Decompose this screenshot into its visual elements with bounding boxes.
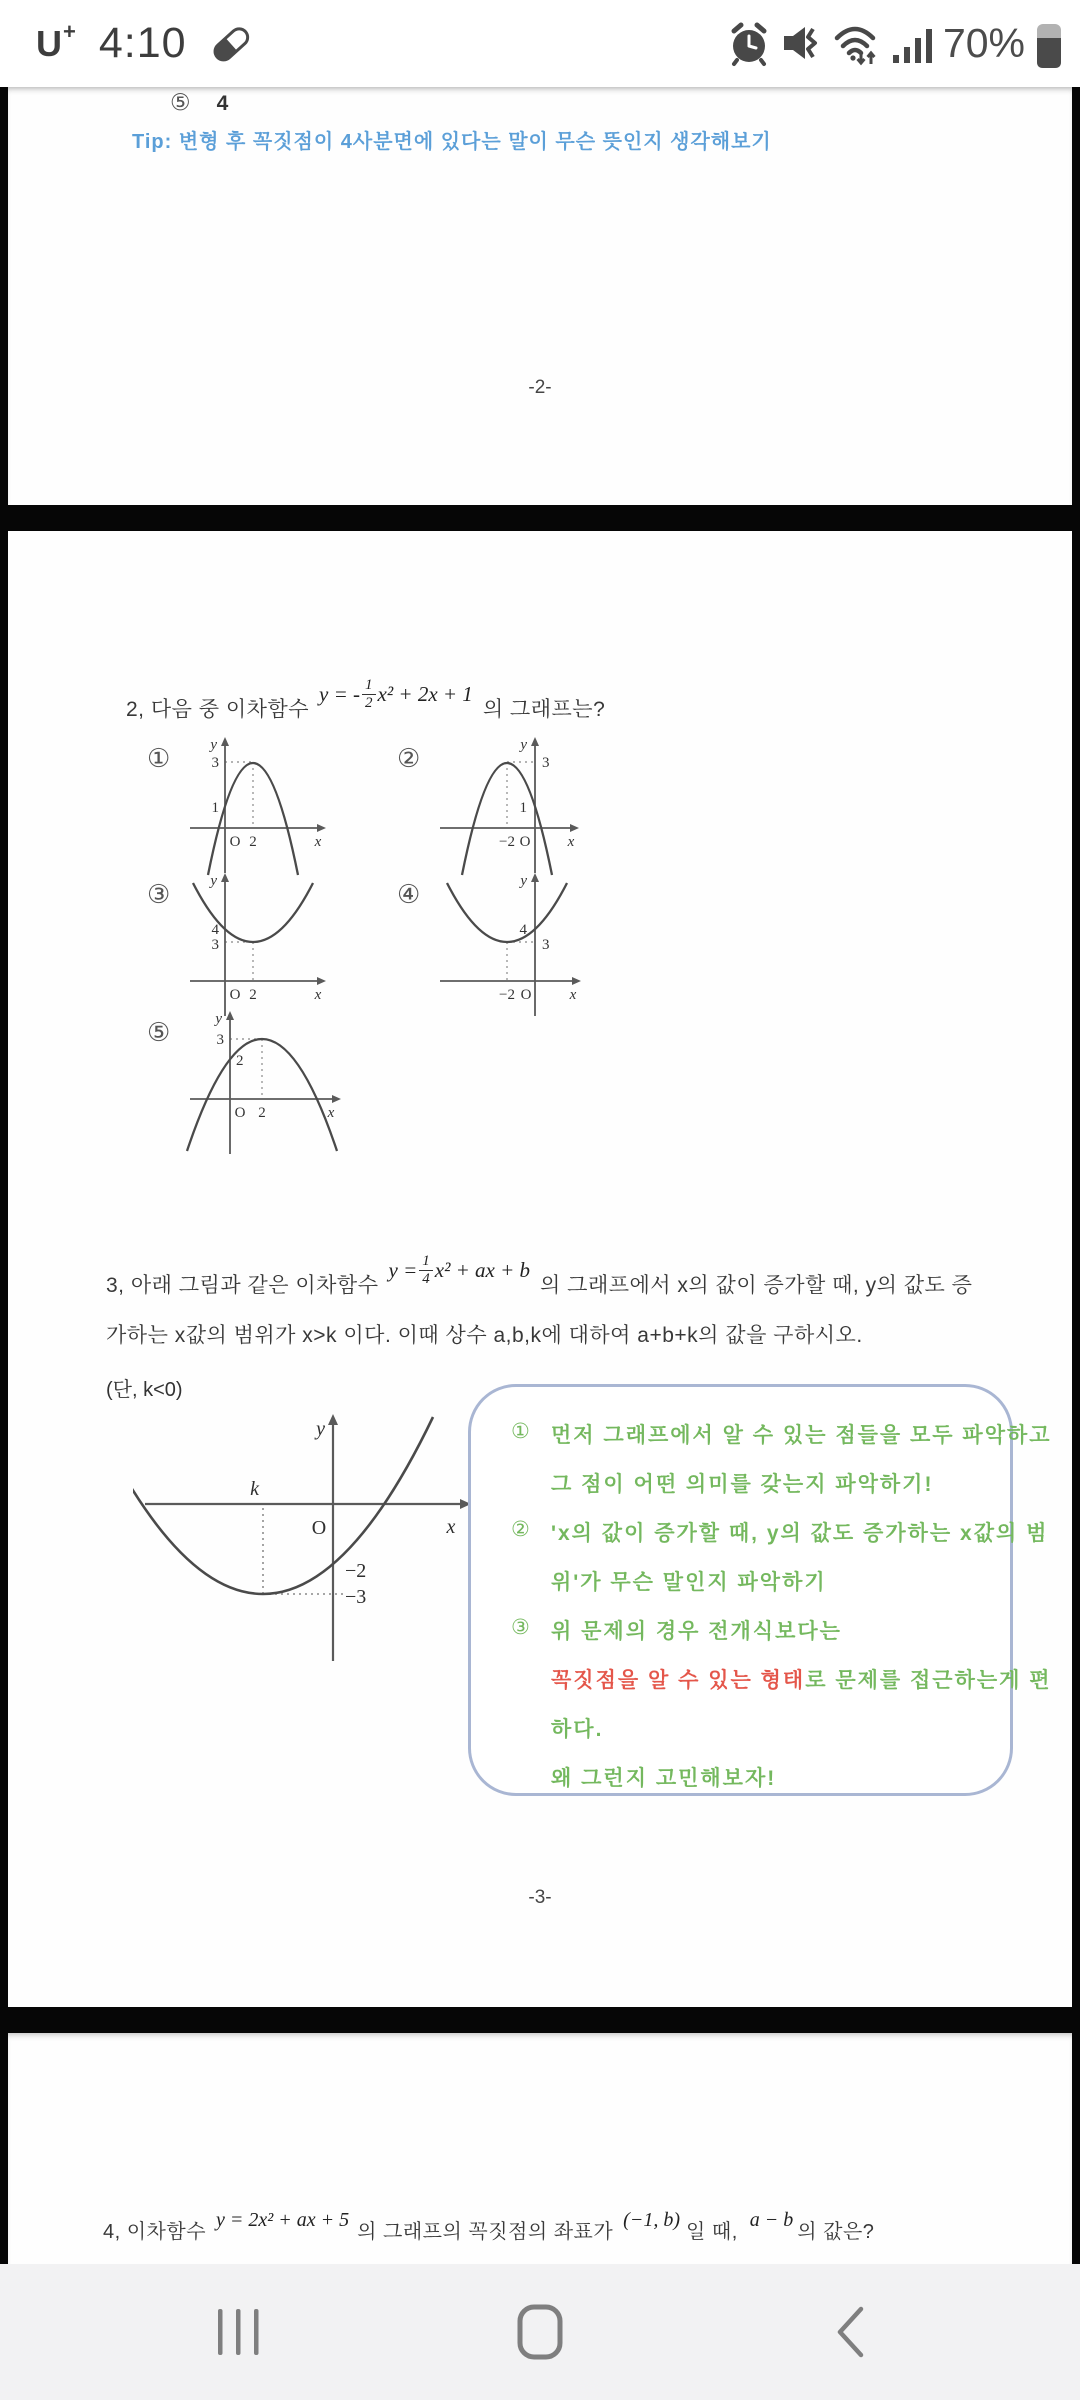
question-2-formula: y = - $\frac{1}{2}$ x² + 2x + 1 (319, 677, 473, 712)
question-4-suffix: 의 값은? (797, 2221, 875, 2243)
page-number-3: -3- (528, 1887, 552, 1908)
question-2-prefix: 2, 다음 중 이차함수 (126, 698, 310, 721)
pdf-page-3 (8, 531, 1072, 2007)
svg-text:3: 3 (542, 937, 550, 953)
question-4 (103, 2201, 874, 2244)
recents-icon (216, 2307, 260, 2357)
question-3-condition: (단, k<0) (106, 1379, 183, 1401)
svg-text:k: k (250, 1478, 259, 1500)
svg-text:2: 2 (236, 1053, 244, 1069)
svg-text:1: 1 (519, 800, 527, 816)
home-icon (517, 2304, 563, 2360)
hint-1-marker: ① (511, 1420, 530, 1443)
hint-box (468, 1384, 1052, 1796)
option-4-marker: ④ (397, 879, 421, 909)
svg-text:−2: −2 (499, 987, 515, 1003)
wifi-icon (831, 20, 883, 68)
hint-3-line1: 위 문제의 경우 전개식보다는 (551, 1620, 842, 1643)
question-4-formula: y = 2x² + ax + 5 (216, 2209, 350, 2231)
answer-choice-row (170, 89, 228, 116)
option-5-marker: ⑤ (147, 1017, 171, 1047)
svg-text:−2: −2 (345, 1560, 367, 1582)
hint-item-2 (511, 1517, 1049, 1547)
svg-text:y: y (520, 873, 527, 889)
svg-text:−2: −2 (499, 834, 515, 850)
hint-2-line1: 'x의 값이 증가할 때, y의 값도 증가하는 x값의 범 (551, 1522, 1049, 1545)
svg-text:x: x (567, 834, 575, 850)
question-3-line1 (106, 1253, 972, 1299)
hint-red-text: 꼭짓점을 알 수 있는 형태 (551, 1669, 806, 1692)
battery-icon (1034, 18, 1064, 70)
option-4-graph (430, 871, 585, 1021)
hint-1-line1: 먼저 그래프에서 알 수 있는 점들을 모두 파악하고 (551, 1424, 1052, 1447)
carrier-label: U+ (36, 18, 77, 64)
status-time: 4:10 (98, 19, 187, 67)
hint-item-3 (511, 1615, 984, 1645)
svg-text:x: x (446, 1516, 456, 1538)
svg-text:4: 4 (211, 922, 219, 938)
option-3-marker: ③ (147, 879, 171, 909)
svg-text:x: x (569, 987, 577, 1003)
svg-text:y: y (210, 873, 217, 889)
hint-2-marker: ② (511, 1518, 530, 1541)
svg-text:x: x (327, 1105, 335, 1121)
svg-text:1: 1 (211, 800, 219, 816)
status-bar-right (727, 0, 1064, 87)
svg-text:4: 4 (519, 922, 527, 938)
question-4-mid2: 일 때, (686, 2221, 738, 2243)
document-viewer[interactable] (0, 87, 1080, 2264)
option-5-graph (180, 1009, 350, 1159)
hint-item-3-cont2 (511, 1713, 984, 1743)
option-1-marker: ① (147, 743, 171, 773)
hint-closing-text: 왜 그런지 고민해보자! (551, 1767, 777, 1790)
option-2-graph (430, 733, 585, 883)
android-nav-bar (0, 2264, 1080, 2400)
svg-text:y: y (215, 1011, 222, 1027)
hint-2-line2: 위'가 무슨 말인지 파악하기 (551, 1571, 827, 1594)
hint-item-3-cont (511, 1664, 1052, 1694)
hint-item-1-cont (511, 1468, 984, 1498)
back-button[interactable] (790, 2264, 910, 2400)
question-3-line2: 가하는 x값의 범위가 x>k 이다. 이때 상수 a,b,k에 대하여 a+b+k의 값을 구하시오. (106, 1324, 863, 1347)
svg-text:2: 2 (249, 834, 257, 850)
svg-text:y: y (210, 737, 217, 753)
hint-closing (511, 1762, 984, 1792)
status-bar-left (36, 0, 253, 87)
recents-button[interactable] (178, 2264, 298, 2400)
svg-text:O: O (520, 987, 532, 1003)
option-2-marker: ② (397, 743, 421, 773)
back-icon (835, 2306, 865, 2358)
svg-text:O: O (234, 1105, 246, 1121)
svg-text:3: 3 (211, 937, 219, 953)
pdf-page-2 (8, 87, 1072, 505)
svg-text:x: x (314, 987, 322, 1003)
question-4-prefix: 4, 이차함수 (103, 2221, 207, 2243)
question-2 (126, 677, 605, 723)
svg-text:y: y (316, 1418, 325, 1440)
question-3-graph (133, 1409, 478, 1669)
alarm-icon (727, 21, 771, 67)
hint-3-line3: 하다. (551, 1718, 604, 1741)
svg-text:3: 3 (211, 755, 219, 771)
question-3-formula: y = $\frac{1}{4}$ x² + ax + b (388, 1253, 531, 1288)
svg-text:O: O (311, 1517, 327, 1539)
svg-text:O: O (229, 987, 241, 1003)
status-bar (0, 0, 1080, 87)
hint-item-1 (511, 1419, 1052, 1449)
svg-text:3: 3 (542, 755, 550, 771)
question-3-prefix: 3, 아래 그림과 같은 이차함수 (106, 1274, 379, 1297)
svg-text:O: O (229, 834, 241, 850)
page-number-2: -2- (528, 377, 552, 398)
home-button[interactable] (480, 2264, 600, 2400)
question-2-suffix: 의 그래프는? (482, 698, 606, 721)
choice-value: 4 (216, 92, 229, 115)
svg-text:2: 2 (249, 987, 257, 1003)
svg-text:3: 3 (216, 1032, 224, 1048)
question-4-expr: a − b (749, 2209, 794, 2231)
hint-3-line2: 꼭짓점을 알 수 있는 형태로 문제를 접근하는게 편 (551, 1669, 1052, 1692)
choice-marker: ⑤ (170, 89, 191, 115)
question-4-coord: (−1, b) (623, 2209, 680, 2231)
hint-3-marker: ③ (511, 1616, 530, 1639)
hint-item-2-cont (511, 1566, 984, 1596)
option-3-graph (180, 871, 335, 1021)
hint-1-line2: 그 점이 어떤 의미를 갖는지 파악하기! (551, 1473, 934, 1496)
battery-percent: 70% (942, 20, 1025, 66)
option-1-graph (180, 733, 335, 883)
question-4-mid: 의 그래프의 꼭짓점의 좌표가 (357, 2221, 614, 2243)
pill-icon (209, 22, 253, 66)
svg-text:−3: −3 (345, 1586, 367, 1608)
svg-text:2: 2 (258, 1105, 266, 1121)
tip-text: Tip: 변형 후 꼭짓점이 4사분면에 있다는 말이 무슨 뜻인지 생각해보기 (132, 131, 772, 153)
svg-text:y: y (520, 737, 527, 753)
pdf-page-4 (8, 2033, 1072, 2264)
mute-vibrate-icon (780, 21, 822, 67)
signal-icon (892, 21, 934, 67)
svg-text:x: x (314, 834, 322, 850)
svg-text:O: O (519, 834, 531, 850)
question-3-line1-suffix: 의 그래프에서 x의 값이 증가할 때, y의 값도 증 (540, 1274, 973, 1297)
